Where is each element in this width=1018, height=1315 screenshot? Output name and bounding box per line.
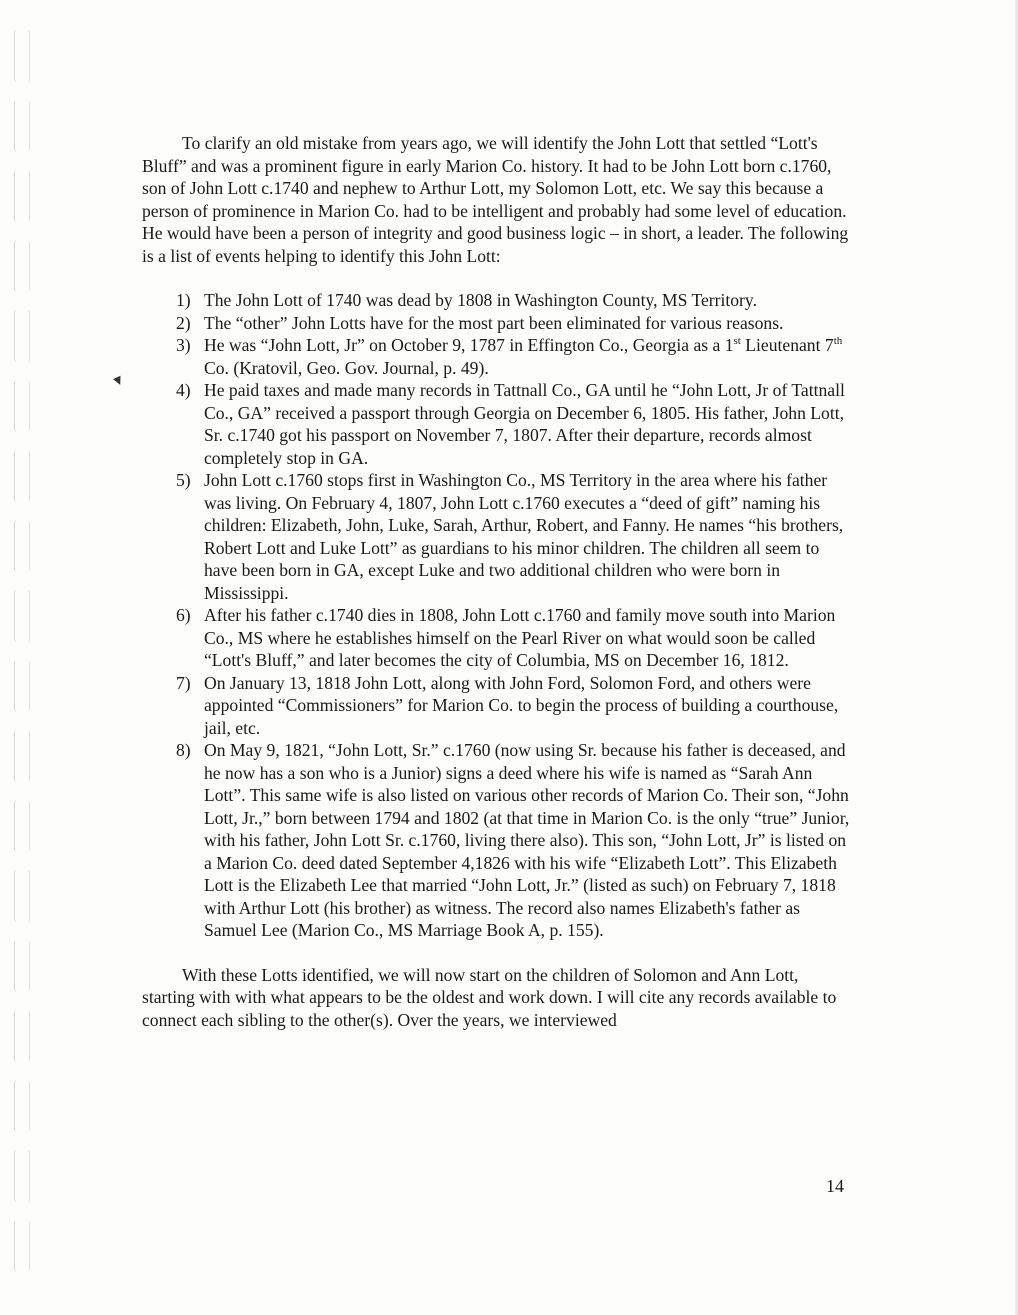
intro-paragraph: To clarify an old mistake from years ago, we will identify the John Lott that settled “Lott's Bluff” and was a prominent figure in early Marion Co. history. It had to be John Lott born c.1760, son of John Lott c.1740 and nephew to Arthur Lott, my Solomon Lott, etc. We say this because a person of prominence in Marion Co. had to be intelligent and probably had some level of education. He would have been a person of integrity and good business logic – in short, a leader. The following is a list of events helping to identify this John Lott: [142, 133, 849, 266]
list-item-text: On May 9, 1821, “John Lott, Sr.” c.1760 (now using Sr. because his father is deceased, and he now has a son who is a Junior) signs a deed where his wife is named as “Sarah Ann Lott”. This same wife is also listed on various other records of Marion Co. Their son, “John Lott, Jr.,” born between 1794 and 1802 (at that time in Marion Co. is the only “true” Junior, with his father, John Lott Sr. c.1760, living there also). This son, “John Lott, Jr” is listed on a Marion Co. deed dated September 4,1826 with his wife “Elizabeth Lott”. This Elizabeth Lott is the Elizabeth Lee that married “John Lott, Jr.” (listed as such) on February 7, 1818 with Arthur Lott (his brother) as witness. The record also names Elizabeth's father as Samuel Lee (Marion Co., MS Marriage Book A, p. 155). [204, 740, 850, 940]
binding-mark [14, 100, 30, 152]
binding-mark [14, 590, 30, 642]
binding-mark [14, 450, 30, 502]
list-item-number: 4) [176, 380, 191, 400]
binding-mark [14, 730, 30, 782]
list-item-text: On January 13, 1818 John Lott, along with John Ford, Solomon Ford, and others were appointed “Commissioners” for Marion Co. to begin the process of building a courthouse, jail, etc. [204, 672, 839, 738]
events-list [142, 289, 852, 942]
binding-mark [14, 30, 30, 82]
list-item [142, 289, 852, 312]
binding-mark [14, 660, 30, 712]
list-item-number: 3) [176, 335, 191, 355]
list-item [142, 604, 852, 672]
binding-mark [14, 1220, 30, 1272]
binding-mark [14, 940, 30, 992]
list-item [142, 739, 852, 942]
list-item-text: Co. (Kratovil, Geo. Gov. Journal, p. 49). [204, 357, 489, 378]
list-item [142, 672, 852, 740]
closing-paragraph: With these Lotts identified, we will now start on the children of Solomon and Ann Lott, starting with with what appears to be the oldest and work down. I will cite any records available to connect each sibling to the other(s). Over the years, we interviewed [142, 964, 837, 1030]
binding-mark [14, 170, 30, 222]
list-item-text: After his father c.1740 dies in 1808, John Lott c.1760 and family move south into Marion Co., MS where he establishes himself on the Pearl River on what would soon be called “Lott's Bluff,” and later becomes the city of Columbia, MS on December 16, 1812. [204, 605, 836, 670]
binding-mark [14, 240, 30, 292]
binding-mark [14, 380, 30, 432]
binding-mark [14, 1150, 30, 1202]
list-item-number: 8) [176, 740, 191, 760]
list-item-text: He paid taxes and made many records in Tattnall Co., GA until he “John Lott, Jr of Tattnall Co., GA” received a passport through Georgia on December 6, 1805. His father, John Lott, Sr. c.1740 got his passport on November 7, 1807. After their departure, records almost completely stop in GA. [204, 380, 845, 468]
binding-mark [14, 800, 30, 852]
list-item-text: The John Lott of 1740 was dead by 1808 in Washington County, MS Territory. [204, 290, 757, 310]
binding-mark [14, 1080, 30, 1132]
list-item-number: 6) [176, 605, 191, 625]
page-number: 14 [826, 1176, 844, 1196]
list-item-text: He was “John Lott, Jr” on October 9, 1787 in Effington Co., Georgia as a 1 [204, 335, 734, 355]
list-item-number: 2) [176, 312, 191, 333]
list-item-text: John Lott c.1760 stops first in Washington Co., MS Territory in the area where his father was living. On February 4, 1807, John Lott c.1760 executes a “deed of gift” naming his children: Elizabeth, John, Luke, Sarah, Arthur, Robert, and Fanny. He names “his brothers, Robert Lott and Luke Lott” as guardians to his minor children. The children all seem to have been born in GA, except Luke and two additional children who were born in Mississippi. [204, 470, 844, 603]
list-item [142, 379, 852, 469]
list-item-text: The “other” John Lotts have for the most part been eliminated for various reasons. [204, 312, 784, 333]
list-item-number: 1) [176, 290, 191, 310]
list-item [142, 312, 852, 335]
binding-mark [14, 310, 30, 362]
ordinal-suffix: th [833, 335, 843, 348]
stray-pen-mark: ▼ [109, 371, 129, 392]
binding-holes [8, 20, 38, 1310]
ordinal-suffix: st [733, 335, 741, 348]
list-item-number: 5) [176, 470, 191, 490]
binding-mark [14, 520, 30, 572]
binding-mark [14, 1010, 30, 1062]
list-item [142, 334, 852, 379]
list-item [142, 469, 852, 604]
binding-mark [14, 870, 30, 922]
document-body [142, 132, 852, 1031]
list-item-number: 7) [176, 672, 191, 693]
list-item-text: Lieutenant 7 [740, 335, 834, 355]
